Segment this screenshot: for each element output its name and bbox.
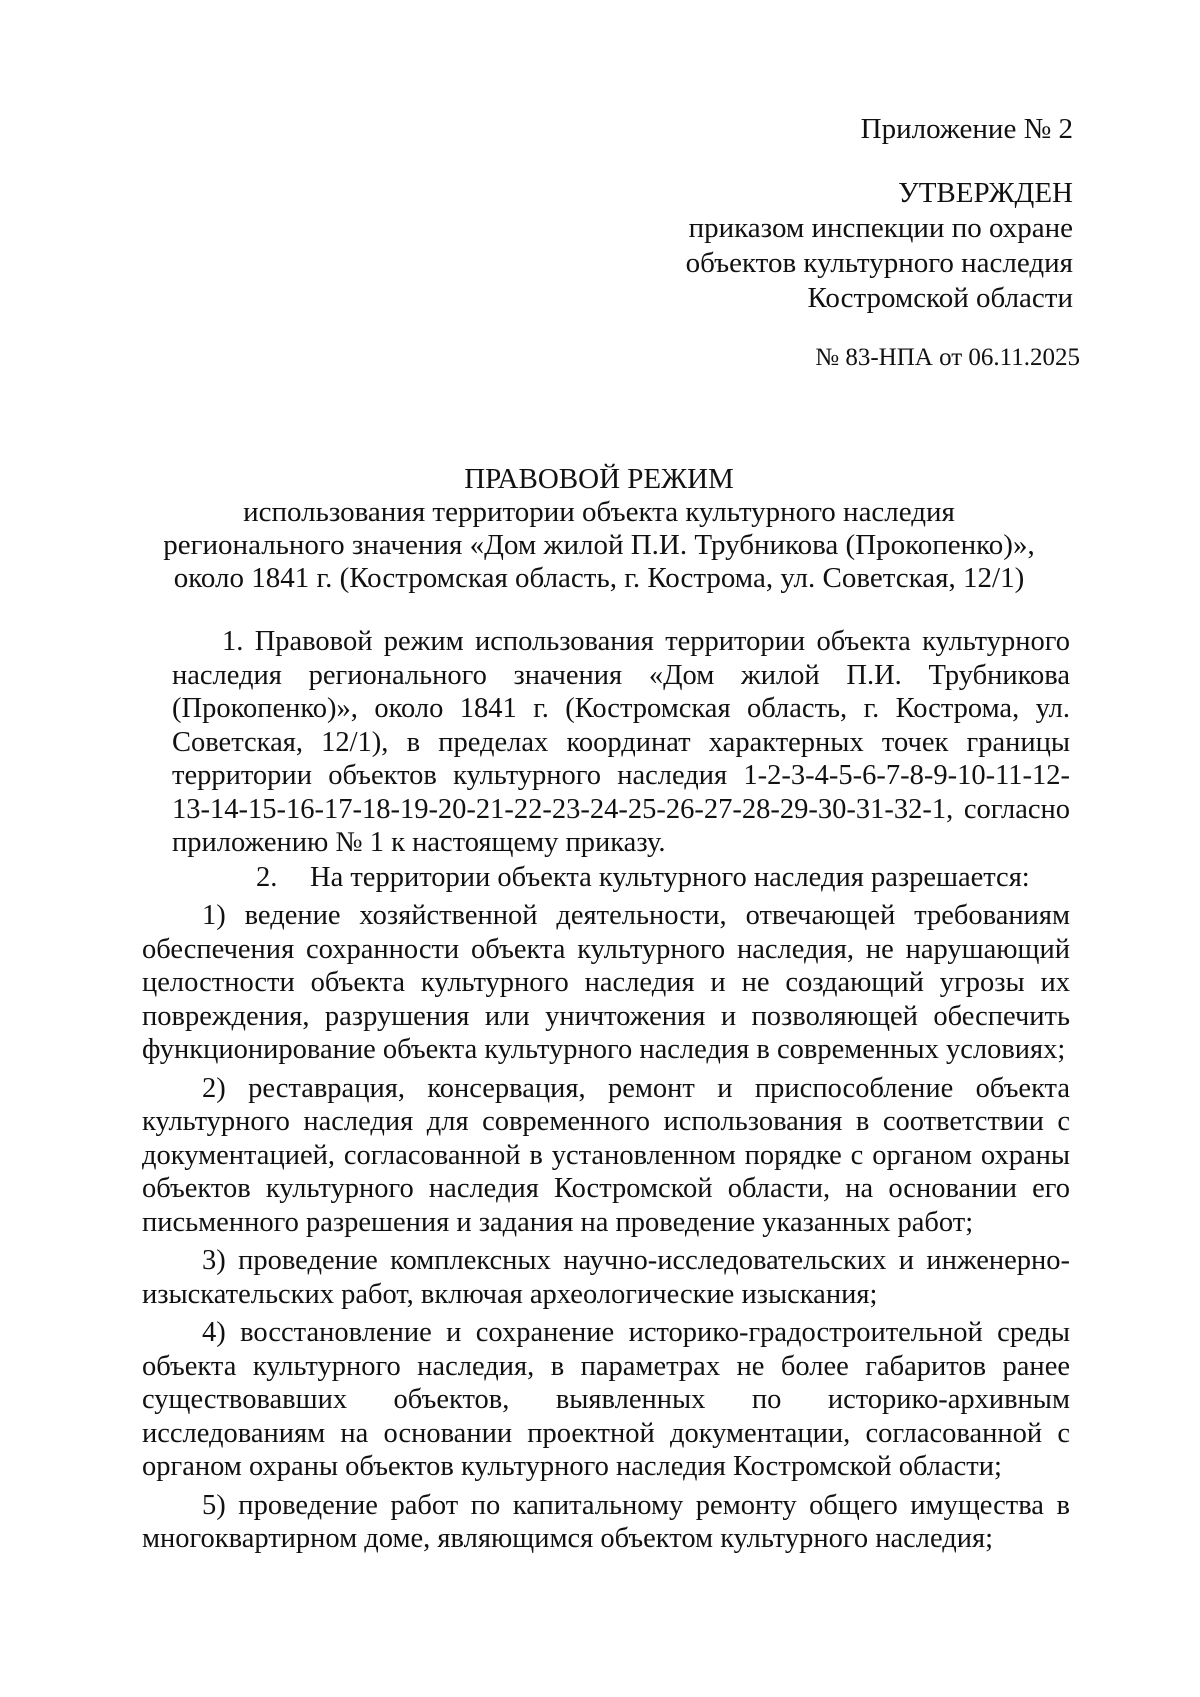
paragraph-2-text: На территории объекта культурного наследия разрешается: (310, 861, 1030, 893)
order-number: № 83-НПА от 06.11.2025 (815, 344, 1080, 371)
list-item: 2) реставрация, консервация, ремонт и приспособление объекта культурного наследия для современного использования в соответствии с документацией, согласованной в установленном порядке с органом охраны объектов культурного наследия Костромской области, на основании его письменного разрешения и задания на проведение указанных работ; (142, 1072, 1070, 1238)
approved-line: Костромской области (807, 282, 1073, 314)
title-heading: ПРАВОВОЙ РЕЖИМ (464, 463, 734, 495)
annex-label: Приложение № 2 (860, 113, 1073, 145)
document-title (150, 463, 1048, 595)
title-line: около 1841 г. (Костромская область, г. Кострома, ул. Советская, 12/1) (173, 562, 1025, 594)
approved-line: приказом инспекции по охране (688, 212, 1073, 244)
approval-block (686, 176, 1073, 316)
paragraph-2 (142, 861, 1070, 895)
list-item: 4) восстановление и сохранение историко-градостроительной среды объекта культурного наследия, в параметрах не более габаритов ранее существовавших объектов, выявленных по историко-архивным исследованиям на основании проектной документации, согласованной с органом охраны объектов культурного наследия Костромской области; (142, 1317, 1070, 1482)
approved-line: объектов культурного наследия (685, 247, 1073, 279)
title-line: регионального значения «Дом жилой П.И. Трубникова (Прокопенко)», (163, 529, 1035, 561)
paragraph-2-number: 2. (256, 861, 278, 893)
paragraph-1: 1. Правовой режим использования территории объекта культурного наследия регионального значения «Дом жилой П.И. Трубникова (Прокопенко)», около 1841 г. (Костромская область, г. Кострома, ул. Советская, 12/1), в пределах координат характерных точек границы территории объектов культурного наследия 1-2-3-4-5-6-7-8-9-10-11-12-13-14-15-16-17-18-19-20-21-22-23-24-25-26-27-28-29-30-31-32-1, согласно приложению № 1 к настоящему приказу. (172, 626, 1070, 858)
list-item: 5) проведение работ по капитальному ремонту общего имущества в многоквартирном доме, являющимся объектом культурного наследия; (142, 1489, 1070, 1554)
list-item: 3) проведение комплексных научно-исследовательских и инженерно-изыскательских работ, включая археологические изыскания; (142, 1245, 1070, 1310)
document-body (142, 625, 1070, 1556)
list-item: 1) ведение хозяйственной деятельности, отвечающей требованиям обеспечения сохранности объекта культурного наследия, не нарушающий целостности объекта культурного наследия и не создающий угрозы их повреждения, разрушения или уничтожения и позволяющей обеспечить функционирование объекта культурного наследия в современных условиях; (142, 900, 1070, 1065)
title-line: использования территории объекта культурного наследия (243, 496, 955, 528)
approved-heading: УТВЕРЖДЕН (898, 177, 1073, 209)
